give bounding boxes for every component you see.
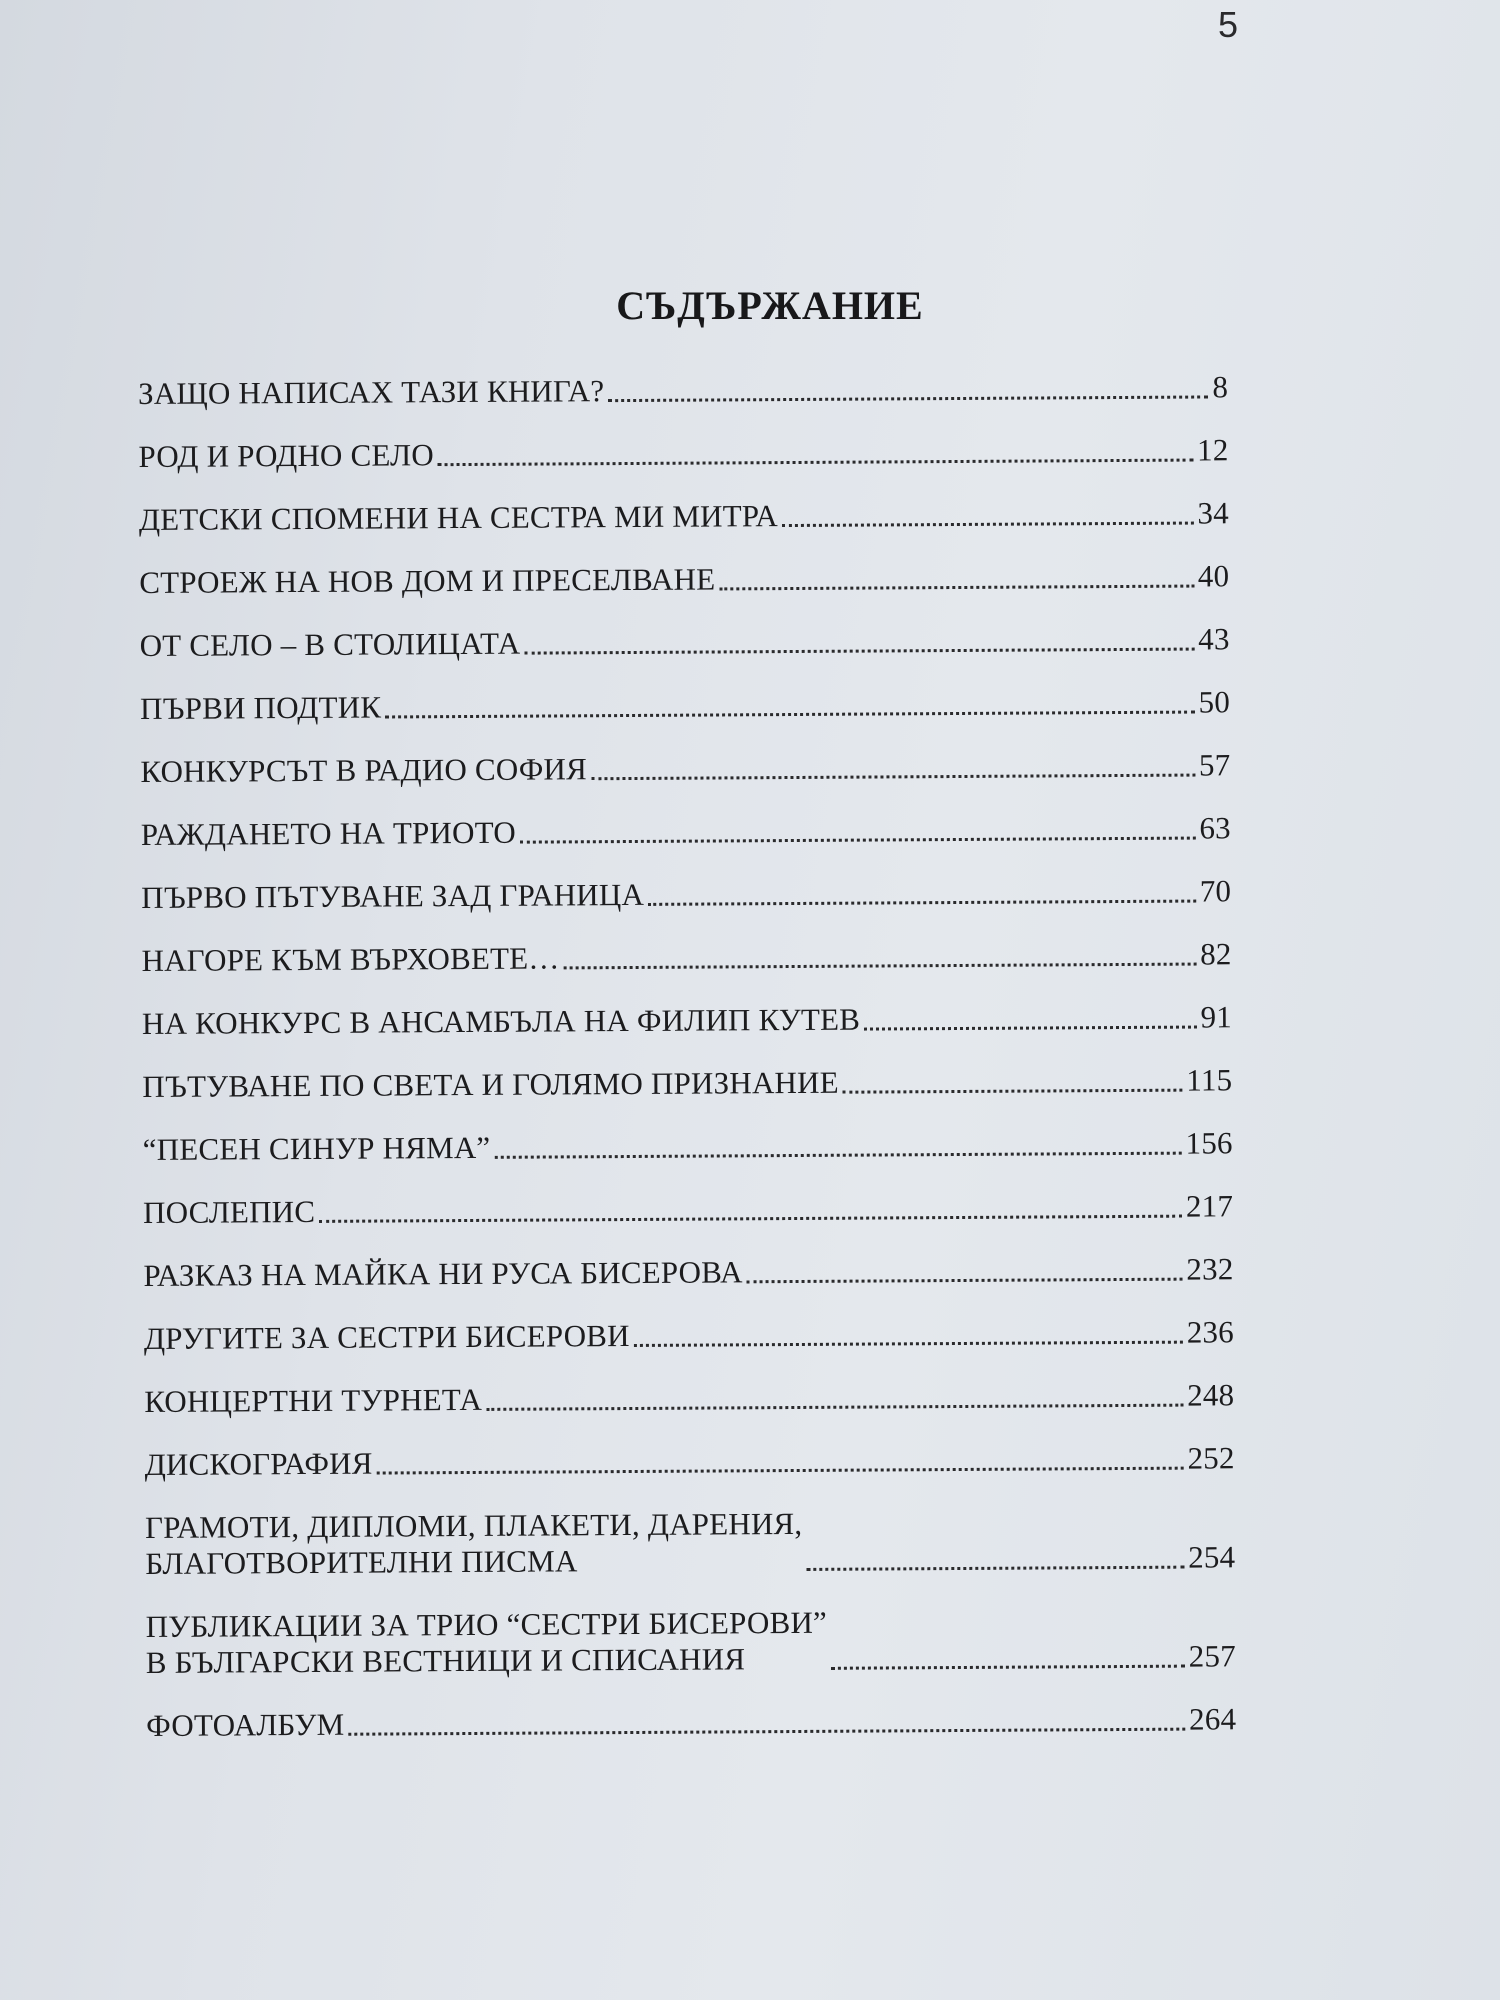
toc-entry-page: 264	[1189, 1701, 1237, 1737]
toc-entry-page: 34	[1197, 495, 1229, 531]
toc-entry	[140, 621, 1230, 664]
toc-entry-title: ПЪРВИ ПОДТИК	[139, 689, 382, 726]
dot-leader	[564, 963, 1197, 970]
toc-entry-title: ДИСКОГРАФИЯ	[144, 1445, 373, 1482]
dot-leader	[864, 1026, 1196, 1031]
toc-entry-title: “ПЕСЕН СИНУР НЯМА”	[142, 1129, 491, 1167]
toc-entry	[141, 810, 1231, 853]
toc-entry	[141, 873, 1231, 916]
toc-entry	[138, 432, 1228, 475]
dot-leader	[747, 1278, 1183, 1284]
dot-leader	[608, 395, 1208, 402]
dot-leader	[831, 1665, 1185, 1670]
toc-entry-title: ЗАЩО НАПИСАХ ТАЗИ КНИГА?	[138, 373, 605, 411]
dot-leader	[634, 1341, 1183, 1347]
dot-leader	[385, 711, 1194, 719]
dot-leader	[494, 1152, 1181, 1159]
toc-entry-title: РОД И РОДНО СЕЛО	[138, 437, 435, 474]
toc-entry-title: КОНКУРСЪТ В РАДИО СОФИЯ	[140, 751, 588, 789]
toc-entry-title: ПЪРВО ПЪТУВАНЕ ЗАД ГРАНИЦА	[141, 876, 645, 915]
toc-entry-page: 254	[1188, 1539, 1236, 1575]
toc-entry-page: 70	[1199, 873, 1232, 909]
toc-entry	[144, 1377, 1234, 1420]
toc-entry-page: 248	[1187, 1377, 1235, 1413]
toc-entry-page: 217	[1185, 1188, 1234, 1224]
toc-entry-page: 50	[1198, 684, 1231, 720]
toc-entry-page: 257	[1188, 1638, 1236, 1674]
toc-entry	[144, 1314, 1234, 1357]
toc-entry	[146, 1602, 1236, 1681]
toc-entry	[139, 495, 1229, 538]
toc-entry	[138, 369, 1228, 412]
dot-leader	[782, 522, 1194, 528]
toc-entry-page: 82	[1200, 936, 1232, 972]
toc-entry-title: ПОСЛЕПИС	[143, 1193, 316, 1230]
toc-entry-page: 252	[1187, 1440, 1235, 1476]
toc-entry	[146, 1701, 1236, 1744]
dot-leader	[348, 1728, 1185, 1736]
toc-entry-page: 236	[1186, 1314, 1234, 1350]
toc-entry-page: 12	[1196, 432, 1229, 468]
dot-leader	[807, 1566, 1185, 1571]
toc-entry	[140, 684, 1230, 727]
toc-entry-title: РАЗКАЗ НА МАЙКА НИ РУСА БИСЕРОВА	[143, 1254, 743, 1293]
toc-entry	[139, 558, 1229, 601]
page-title: СЪДЪРЖАНИЕ	[616, 283, 924, 328]
toc-entry	[143, 1188, 1233, 1231]
toc-entry-title: ПЪТУВАНЕ ПО СВЕТА И ГОЛЯМО ПРИЗНАНИЕ	[142, 1064, 839, 1104]
toc-entry-title: КОНЦЕРТНИ ТУРНЕТА	[144, 1381, 483, 1419]
toc-entry	[142, 1062, 1232, 1105]
dot-leader	[524, 648, 1194, 655]
toc-entry-page: 91	[1200, 999, 1233, 1035]
toc-entry	[140, 747, 1230, 790]
dot-leader	[843, 1089, 1183, 1094]
toc-entry-title: ОТ СЕЛО – В СТОЛИЦАТА	[139, 625, 521, 663]
dot-leader	[486, 1404, 1183, 1411]
dot-leader	[377, 1467, 1184, 1475]
dot-leader	[648, 900, 1196, 906]
toc-entry	[143, 1125, 1233, 1168]
toc-entry-title: ГРАМОТИ, ДИПЛОМИ, ПЛАКЕТИ, ДАРЕНИЯ, БЛАГОТВОРИТЕЛНИ ПИСМА	[144, 1505, 803, 1581]
toc-entry-title: ФОТОАЛБУМ	[146, 1706, 345, 1743]
dot-leader	[438, 459, 1193, 467]
toc-entry-title: ПУБЛИКАЦИИ ЗА ТРИО “СЕСТРИ БИСЕРОВИ” В БЪЛГАРСКИ ВЕСТНИЦИ И СПИСАНИЯ	[145, 1604, 828, 1680]
dot-leader	[591, 774, 1195, 781]
toc-entry-title: НА КОНКУРС В АНСАМБЪЛА НА ФИЛИП КУТЕВ	[141, 1001, 861, 1041]
toc-entry-page: 43	[1198, 621, 1230, 657]
toc-entry	[145, 1440, 1235, 1483]
table-of-contents	[138, 369, 1237, 1771]
toc-entry-page: 63	[1199, 810, 1231, 846]
dot-leader	[719, 585, 1194, 591]
toc-entry-title: НАГОРЕ КЪМ ВЪРХОВЕТЕ…	[141, 940, 560, 978]
toc-entry	[145, 1503, 1235, 1582]
toc-entry	[142, 999, 1232, 1042]
toc-entry-title: ДРУГИТЕ ЗА СЕСТРИ БИСЕРОВИ	[143, 1318, 630, 1356]
dot-leader	[319, 1215, 1182, 1223]
toc-entry-title: РАЖДАНЕТО НА ТРИОТО	[140, 814, 517, 852]
toc-entry-page: 232	[1186, 1251, 1234, 1287]
toc-entry-title: ДЕТСКИ СПОМЕНИ НА СЕСТРА МИ МИТРА	[138, 498, 778, 537]
toc-entry-title: СТРОЕЖ НА НОВ ДОМ И ПРЕСЕЛВАНЕ	[139, 561, 716, 600]
toc-entry-page: 115	[1186, 1062, 1233, 1098]
toc-entry-page: 156	[1185, 1125, 1233, 1161]
dot-leader	[520, 837, 1195, 844]
toc-entry-page: 57	[1198, 747, 1231, 783]
toc-entry	[141, 936, 1231, 979]
toc-entry-page: 40	[1197, 558, 1230, 594]
toc-entry-page: 8	[1212, 369, 1229, 405]
toc-entry	[143, 1251, 1233, 1294]
page-number: 5	[1218, 4, 1239, 45]
